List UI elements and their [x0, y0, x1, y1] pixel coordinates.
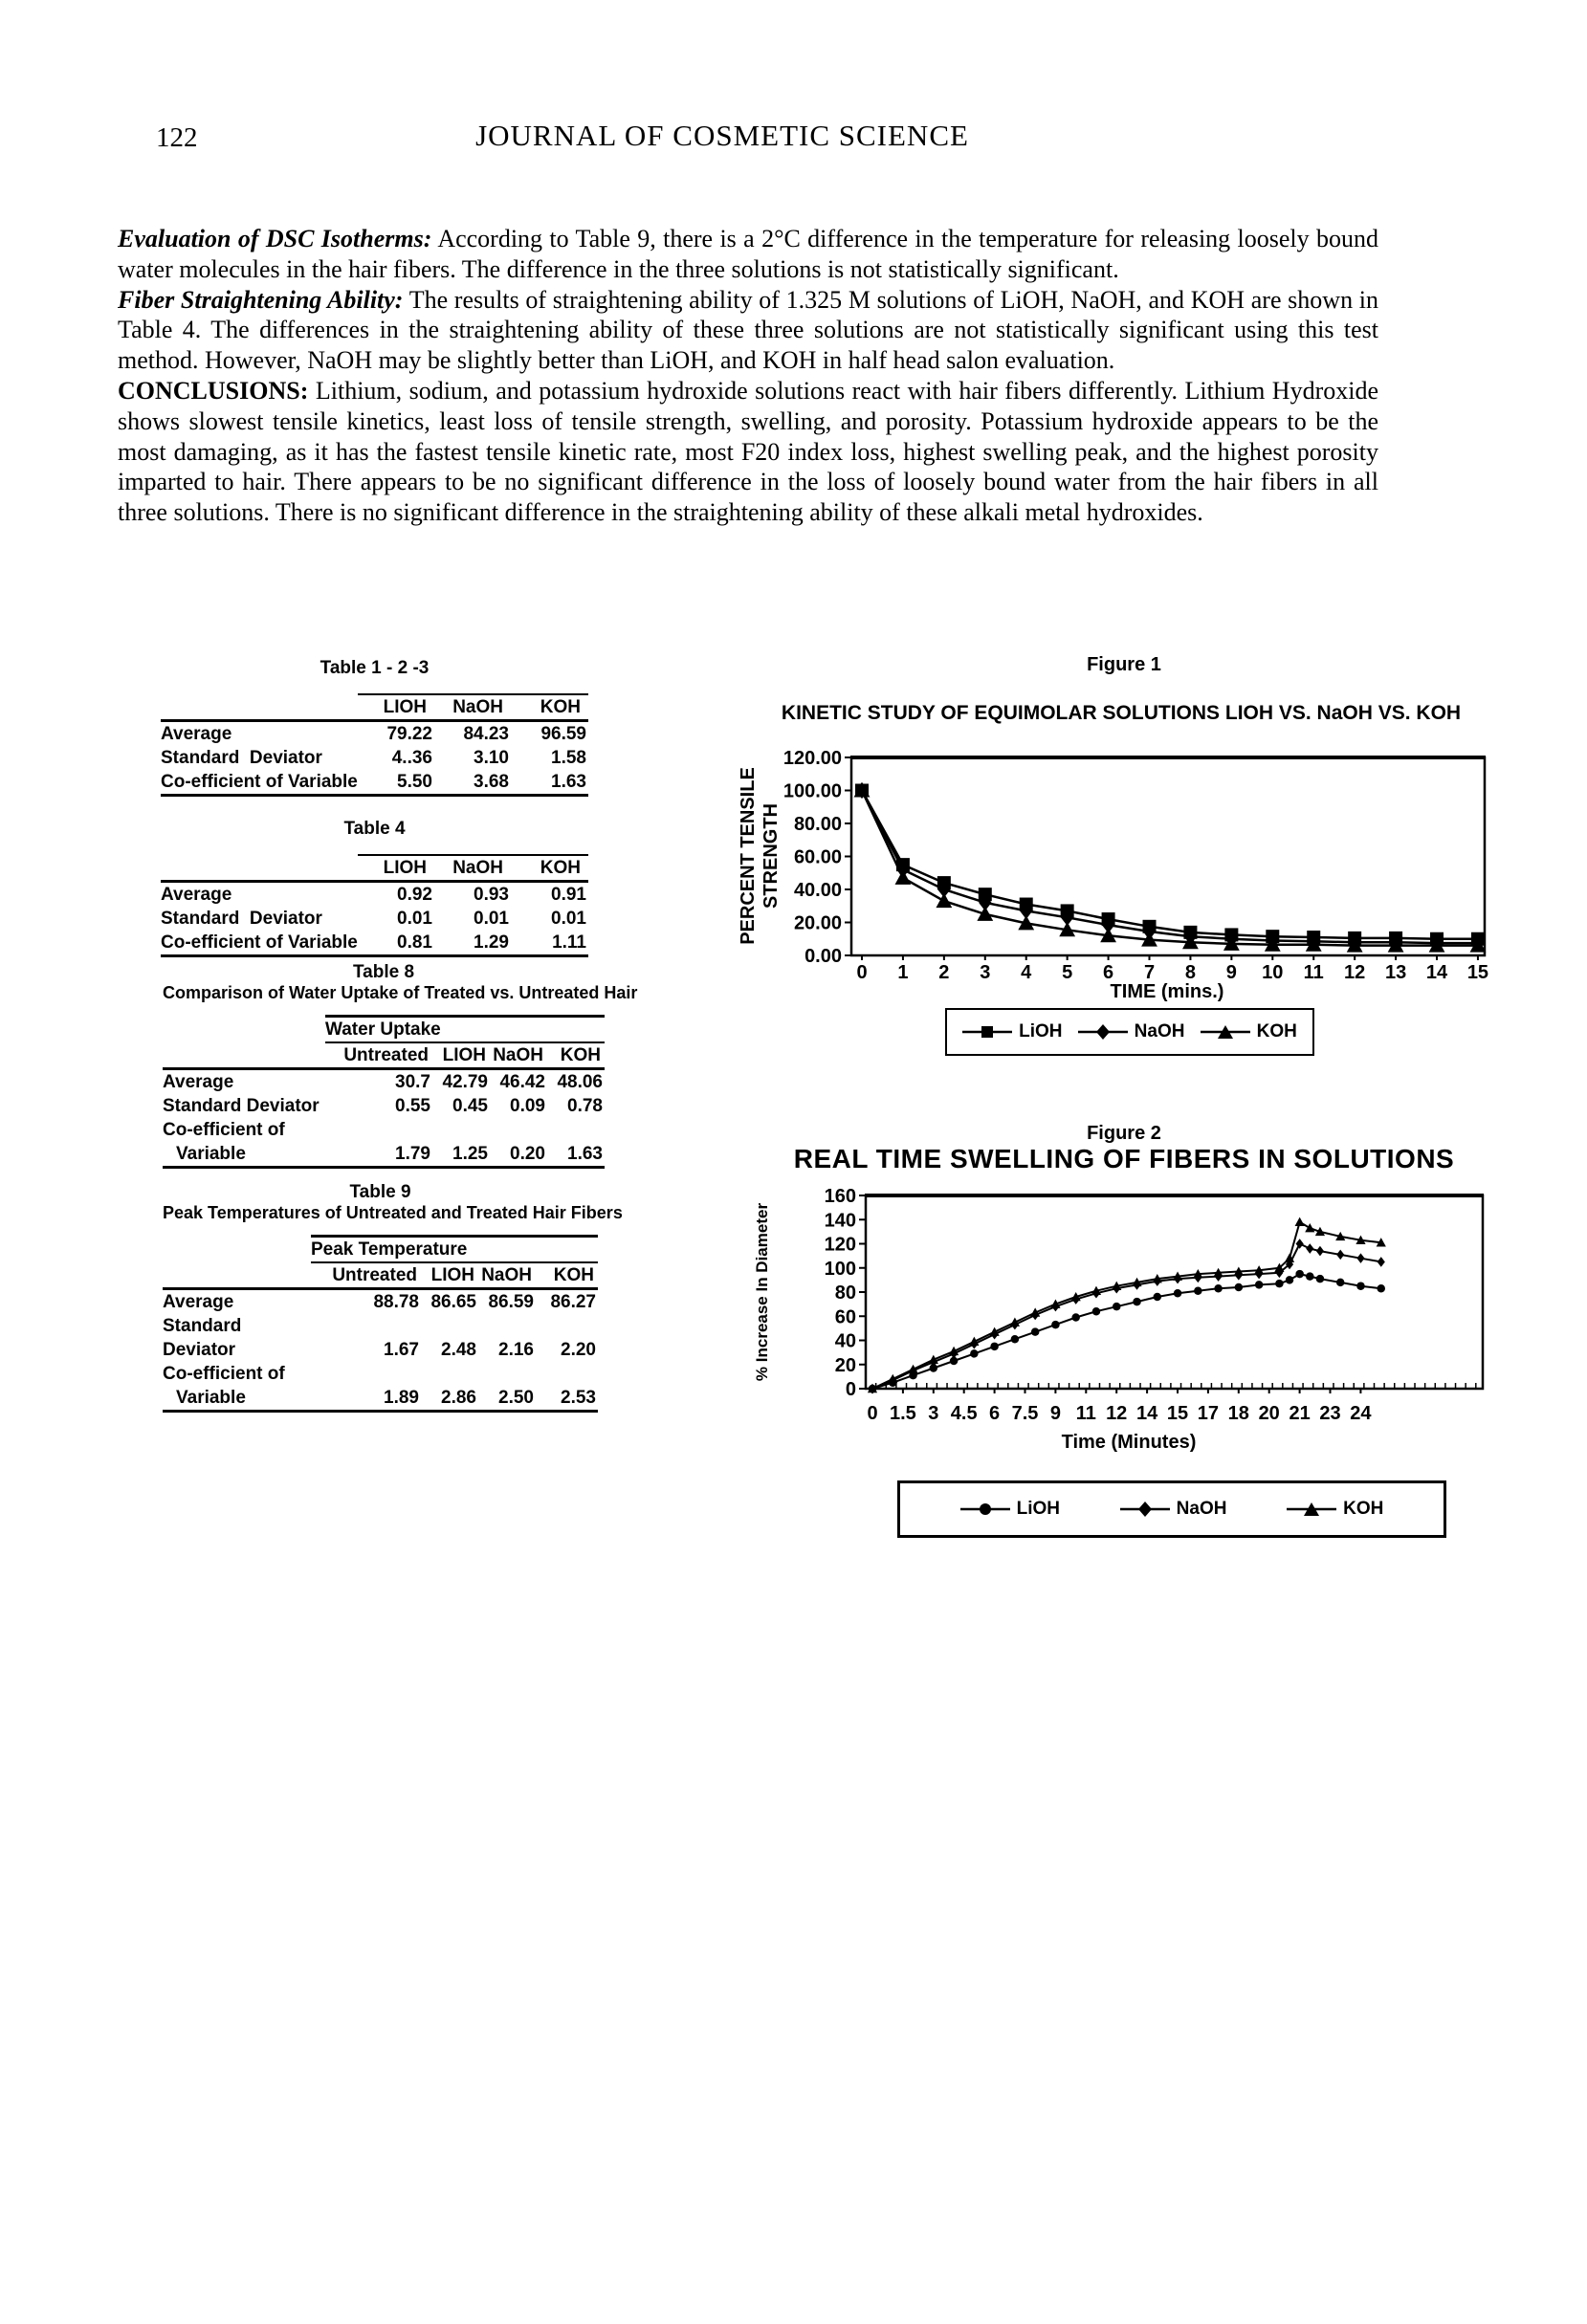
- chart-text: 12: [1344, 962, 1366, 983]
- chart-text: 40.00: [793, 880, 842, 901]
- cell-value: 2.53: [536, 1386, 598, 1413]
- chart-text: 5: [1062, 962, 1073, 983]
- legend-entry-naoh: [1120, 1499, 1227, 1520]
- chart-text: 6: [989, 1403, 1001, 1424]
- cell-empty: [547, 1118, 605, 1142]
- chart-text: 1: [897, 962, 909, 983]
- marker-circle: [1316, 1275, 1325, 1283]
- marker-circle: [1011, 1335, 1020, 1344]
- chart-text: 100.00: [782, 780, 842, 802]
- fig2-legend: [897, 1480, 1446, 1538]
- chart-text: 18: [1227, 1403, 1249, 1424]
- series-NaOH-line: [872, 1244, 1381, 1390]
- cell-value: 86.65: [430, 1292, 476, 1312]
- legend-label: LiOH: [1019, 1021, 1063, 1041]
- table-title: Table 4: [343, 819, 406, 839]
- cell-value: 3.10: [474, 748, 509, 768]
- cell-value: 79.22: [386, 724, 432, 744]
- row-label: Deviator: [163, 1340, 236, 1360]
- column-header: NaOH: [478, 1263, 536, 1290]
- cell-empty: [311, 1362, 421, 1386]
- cell-value: 1.79: [325, 1142, 432, 1169]
- marker-circle: [1235, 1283, 1244, 1292]
- column-header: KOH: [536, 1263, 598, 1290]
- cell-value: 86.27: [550, 1292, 596, 1312]
- cell-value: 2.48: [441, 1340, 476, 1360]
- chart-text: 60: [834, 1306, 856, 1328]
- cell-value: 0.91: [551, 885, 586, 905]
- column-header: NaOH: [490, 1043, 547, 1070]
- row-label: Standard Deviator: [161, 909, 322, 929]
- marker-circle: [1113, 1303, 1121, 1311]
- paragraph-lead: Evaluation of DSC Isotherms:: [118, 225, 432, 252]
- series-KOH-line: [862, 791, 1478, 946]
- page-number: 122: [156, 122, 198, 153]
- cell-value: 88.78: [373, 1292, 419, 1312]
- chart-text: % Increase In Diameter: [753, 1202, 771, 1382]
- paragraph-straightening: [118, 285, 1378, 376]
- paragraph-conclusions: [118, 376, 1378, 528]
- cell-value: 1.58: [551, 748, 586, 768]
- legend-label: NaOH: [1134, 1021, 1185, 1041]
- series-NaOH-line: [862, 791, 1478, 944]
- header-spacer: [161, 693, 358, 722]
- series-LiOH-line: [872, 1274, 1381, 1389]
- column-header: Untreated: [325, 1043, 432, 1070]
- marker-circle: [1092, 1307, 1101, 1316]
- header-spacer: [163, 1015, 325, 1043]
- cell-value: 1.63: [511, 770, 588, 797]
- marker-diamond: [1356, 1253, 1364, 1263]
- chart-text: 23: [1319, 1403, 1341, 1424]
- marker-diamond: [1336, 1250, 1344, 1261]
- cell-empty: [421, 1314, 478, 1338]
- column-header: LIOH: [432, 1043, 490, 1070]
- column-header: KOH: [511, 854, 588, 883]
- marker-circle: [1154, 1293, 1162, 1302]
- cell-value: 86.59: [488, 1292, 534, 1312]
- marker-circle: [1336, 1279, 1345, 1287]
- legend-marker-circle-icon: [960, 1502, 1010, 1517]
- column-header: NaOH: [434, 854, 511, 883]
- header-spacer: [163, 1263, 311, 1290]
- chart-text: STRENGTH: [760, 803, 782, 909]
- cell-value: 3.68: [434, 770, 511, 797]
- header-spacer: [163, 1043, 325, 1070]
- cell-empty: [536, 1362, 598, 1386]
- column-header: KOH: [547, 1043, 605, 1070]
- chart-text: 9: [1225, 962, 1237, 983]
- chart-text: PERCENT TENSILE: [738, 767, 759, 945]
- cell-value: 0.01: [551, 909, 586, 929]
- chart-text: 14: [1425, 962, 1448, 983]
- cell-value: 48.06: [557, 1072, 603, 1092]
- marker-diamond: [1378, 1257, 1385, 1267]
- paragraph-dsc-isotherms: [118, 224, 1378, 285]
- chart-text: 0: [867, 1403, 878, 1424]
- cell-value: 42.79: [442, 1072, 488, 1092]
- table-9: [163, 1182, 623, 1413]
- chart-text: 11: [1303, 962, 1324, 983]
- cell-empty: [478, 1314, 536, 1338]
- row-label: Co-efficient of Variable: [161, 931, 358, 957]
- marker-circle: [1286, 1276, 1294, 1284]
- column-header: NaOH: [434, 693, 511, 722]
- row-label: Average: [161, 885, 232, 905]
- paragraph-lead: Fiber Straightening Ability:: [118, 285, 404, 314]
- marker-circle: [1194, 1286, 1202, 1295]
- legend-entry-naoh: [1078, 1021, 1185, 1042]
- chart-text: 3: [980, 962, 991, 983]
- column-header: KOH: [511, 693, 588, 722]
- cell-value: 1.63: [547, 1142, 605, 1169]
- column-header: LIOH: [358, 854, 434, 883]
- marker-triangle: [949, 1347, 959, 1355]
- chart-text: 2: [938, 962, 950, 983]
- cell-value: 0.92: [397, 885, 432, 905]
- chart-text: 12: [1106, 1403, 1128, 1424]
- row-label: Average: [163, 1292, 234, 1312]
- cell-value: 0.01: [397, 909, 432, 929]
- chart-text: 80: [834, 1283, 856, 1304]
- column-header: Untreated: [311, 1263, 421, 1290]
- cell-empty: [325, 1118, 432, 1142]
- chart-text: 8: [1184, 962, 1197, 983]
- cell-value: 96.59: [540, 724, 586, 744]
- cell-value: 0.78: [567, 1096, 603, 1116]
- chart-text: 40: [834, 1330, 856, 1352]
- legend-entry-koh: [1201, 1021, 1297, 1042]
- chart-text: 3: [928, 1403, 939, 1424]
- marker-circle: [1306, 1272, 1314, 1281]
- cell-empty: [536, 1314, 598, 1338]
- table-title: Table 8: [352, 962, 415, 982]
- group-header: Peak Temperature: [311, 1235, 598, 1263]
- chart-text: 6: [1103, 962, 1114, 983]
- group-header: Water Uptake: [325, 1015, 605, 1043]
- cell-value: 1.29: [434, 931, 511, 957]
- chart-text: 9: [1049, 1403, 1061, 1424]
- chart-text: 1.5: [889, 1403, 916, 1424]
- table-1-2-3: [161, 658, 588, 797]
- row-label: Co-efficient of: [163, 1120, 285, 1140]
- row-label: Average: [161, 724, 232, 744]
- cell-empty: [311, 1314, 421, 1338]
- marker-circle: [1356, 1282, 1365, 1290]
- table-title: Table 9: [349, 1182, 411, 1202]
- body-text: [118, 224, 1378, 528]
- paragraph-body: The results of straightening ability of 1.325 M solutions of LiOH, NaOH, and KOH are shown in Table 4. The differences in the straightening ability of these three solutions are not statistically significant using this test method. However, NaOH may be slightly better than LiOH, and KOH in half head salon evaluation.: [118, 285, 1378, 375]
- cell-empty: [421, 1362, 478, 1386]
- marker-circle: [990, 1343, 999, 1351]
- chart-text: 120.00: [782, 748, 842, 769]
- cell-empty: [478, 1362, 536, 1386]
- journal-title: JOURNAL OF COSMETIC SCIENCE: [475, 119, 969, 152]
- marker-circle: [1214, 1284, 1223, 1293]
- chart-text: 4: [1021, 962, 1032, 983]
- chart-text: 60.00: [793, 846, 842, 868]
- row-label: Average: [163, 1072, 234, 1092]
- cell-value: 2.16: [498, 1340, 534, 1360]
- cell-value: 2.86: [421, 1386, 478, 1413]
- header-spacer: [163, 1235, 311, 1263]
- figure2-title: REAL TIME SWELLING OF FIBERS IN SOLUTIONS: [793, 1144, 1455, 1173]
- chart-text: 14: [1135, 1403, 1158, 1424]
- cell-value: 1.67: [384, 1340, 419, 1360]
- chart-text: 0: [845, 1379, 856, 1400]
- chart-text: Time (Minutes): [1061, 1432, 1197, 1453]
- chart-text: 80.00: [793, 814, 842, 835]
- cell-value: 1.25: [432, 1142, 490, 1169]
- cell-value: 46.42: [499, 1072, 545, 1092]
- table-grid: [161, 854, 588, 957]
- chart-text: 7: [1143, 962, 1156, 983]
- legend-entry-koh: [1287, 1499, 1383, 1520]
- cell-value: 5.50: [358, 770, 434, 797]
- marker-triangle: [1010, 1317, 1020, 1326]
- marker-triangle: [936, 893, 952, 908]
- column-header: LIOH: [421, 1263, 478, 1290]
- chart-text: 11: [1075, 1403, 1096, 1424]
- table-subtitle: Peak Temperatures of Untreated and Treated Hair Fibers: [163, 1203, 623, 1222]
- table-8: [163, 962, 638, 1169]
- cell-value: 30.7: [395, 1072, 430, 1092]
- cell-value: 1.11: [511, 931, 588, 957]
- chart-text: 0: [856, 962, 868, 983]
- marker-circle: [970, 1349, 979, 1358]
- marker-triangle: [1295, 1217, 1305, 1226]
- fig1-legend: [945, 1008, 1314, 1056]
- row-label: Co-efficient of: [163, 1364, 285, 1384]
- chart-text: 100: [824, 1258, 856, 1280]
- paragraph-body: Lithium, sodium, and potassium hydroxide solutions react with hair fibers differently. Lithium Hydroxide shows slowest tensile kinetics, least loss of tensile strength, swelling, and porosity. Potassium hydroxide appears to be the most damaging, as it has the fastest tensile kinetic rate, most F20 index loss, highest swelling peak, and the highest porosity imparted to hair. There appears to be no significant difference in the loss of loosely bound water from the hair fibers in all three solutions. There is no significant difference in the straightening ability of these alkali metal hydroxides.: [118, 376, 1378, 527]
- chart-text: TIME (mins.): [1110, 981, 1224, 1001]
- cell-value: 4..36: [391, 748, 432, 768]
- chart-text: 15: [1166, 1403, 1189, 1424]
- marker-circle: [1295, 1270, 1304, 1279]
- chart-text: 17: [1197, 1403, 1220, 1424]
- chart-text: 0.00: [805, 946, 842, 967]
- plot-border: [851, 757, 1485, 955]
- legend-entry-lioh: [962, 1021, 1062, 1042]
- marker-circle: [1275, 1280, 1284, 1288]
- cell-value: 0.81: [358, 931, 434, 957]
- chart-text: 4.5: [950, 1403, 978, 1424]
- cell-value: 0.55: [395, 1096, 430, 1116]
- marker-circle: [1174, 1289, 1182, 1298]
- cell-empty: [432, 1118, 490, 1142]
- cell-value: 2.50: [478, 1386, 536, 1413]
- chart-text: 20: [834, 1354, 856, 1376]
- legend-marker-diamond-icon: [1078, 1024, 1128, 1040]
- row-label: Standard Deviator: [161, 748, 322, 768]
- legend-marker-diamond-icon: [1120, 1502, 1170, 1517]
- table-grid: [163, 1015, 605, 1169]
- table-title: Table 1 - 2 -3: [320, 658, 430, 678]
- marker-diamond: [1316, 1246, 1324, 1257]
- cell-value: 1.89: [311, 1386, 421, 1413]
- chart-text: 15: [1466, 962, 1489, 983]
- legend-entry-lioh: [960, 1499, 1060, 1520]
- cell-value: 0.09: [510, 1096, 545, 1116]
- cell-value: 2.20: [561, 1340, 596, 1360]
- legend-label: LiOH: [1016, 1499, 1061, 1519]
- row-label: Variable: [163, 1386, 311, 1413]
- series-LiOH-line: [862, 791, 1478, 939]
- figure1-label: Figure 1: [1087, 654, 1161, 675]
- marker-circle: [1071, 1313, 1080, 1322]
- row-label: Standard Deviator: [163, 1096, 320, 1116]
- marker-circle: [1133, 1298, 1141, 1306]
- chart-text: 20.00: [793, 912, 842, 934]
- table-grid: [161, 693, 588, 797]
- row-label: Co-efficient of Variable: [161, 770, 358, 797]
- cell-value: 0.01: [474, 909, 509, 929]
- marker-circle: [1255, 1281, 1264, 1289]
- chart-text: 21: [1289, 1403, 1311, 1424]
- chart-text: KINETIC STUDY OF EQUIMOLAR SOLUTIONS LIOH VS. NaOH VS. KOH: [781, 702, 1462, 724]
- marker-circle: [1378, 1284, 1386, 1293]
- cell-empty: [490, 1118, 547, 1142]
- marker-triangle: [1305, 1223, 1314, 1232]
- chart-text: 24: [1350, 1403, 1372, 1424]
- legend-label: NaOH: [1176, 1499, 1227, 1519]
- chart-text: 120: [824, 1234, 856, 1256]
- legend-marker-square-icon: [962, 1024, 1012, 1040]
- paragraph-body: According to Table 9, there is a 2°C difference in the temperature for releasing loosely bound water molecules in the hair fibers. The difference in the three solutions is not statistically significant.: [118, 225, 1378, 283]
- marker-triangle: [969, 1337, 979, 1346]
- chart-text: 7.5: [1011, 1403, 1039, 1424]
- fig2-chart: [727, 1180, 1502, 1467]
- legend-label: KOH: [1256, 1021, 1297, 1041]
- marker-circle: [1051, 1321, 1060, 1329]
- row-label: Variable: [163, 1142, 325, 1169]
- table-4: [161, 819, 588, 957]
- cell-value: 84.23: [463, 724, 509, 744]
- chart-text: 140: [824, 1210, 856, 1232]
- header-spacer: [161, 854, 358, 883]
- marker-diamond: [1306, 1243, 1313, 1254]
- cell-value: 0.20: [490, 1142, 547, 1169]
- chart-text: 160: [824, 1186, 856, 1207]
- table-grid: [163, 1235, 598, 1413]
- marker-circle: [1031, 1327, 1040, 1336]
- paragraph-lead: CONCLUSIONS:: [118, 376, 309, 405]
- marker-triangle: [990, 1327, 1000, 1336]
- chart-text: 13: [1384, 962, 1407, 983]
- figure2-label: Figure 2: [1087, 1123, 1161, 1144]
- legend-marker-triangle-icon: [1201, 1024, 1250, 1040]
- chart-text: 10: [1262, 962, 1284, 983]
- row-label: Standard: [163, 1316, 242, 1336]
- legend-marker-triangle-icon: [1287, 1502, 1336, 1517]
- cell-value: 0.93: [474, 885, 509, 905]
- fig1-chart: [727, 681, 1502, 1001]
- legend-label: KOH: [1343, 1499, 1384, 1519]
- chart-text: 20: [1258, 1403, 1280, 1424]
- column-header: LIOH: [358, 693, 434, 722]
- cell-value: 0.45: [452, 1096, 488, 1116]
- table-subtitle: Comparison of Water Uptake of Treated vs. Untreated Hair: [163, 983, 638, 1002]
